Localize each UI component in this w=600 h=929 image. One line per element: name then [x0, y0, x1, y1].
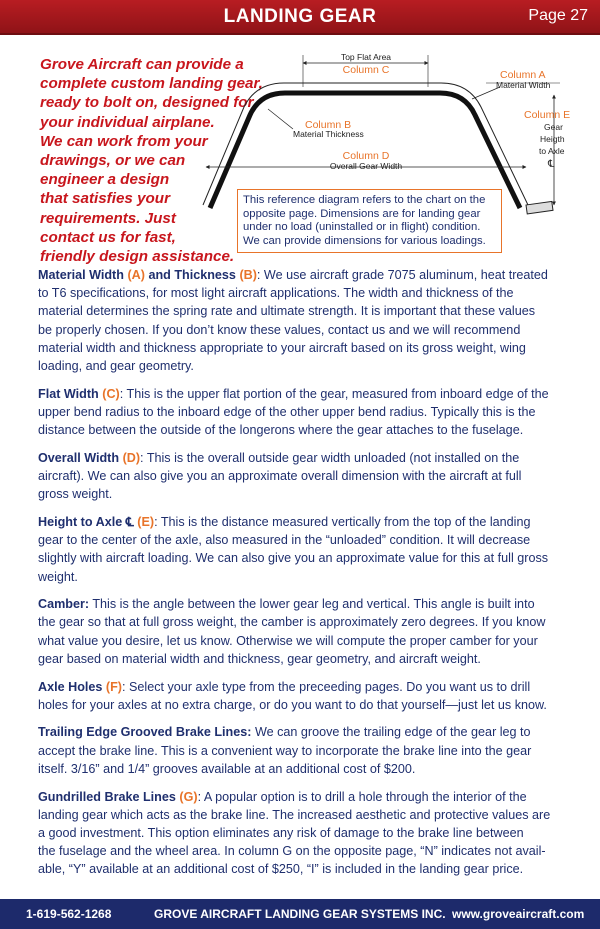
- section-text: able, “Y” available at an additional cost of $250, “I” is included in the landing gear price.: [38, 862, 524, 877]
- footer-phone: 1-619-562-1268: [26, 907, 112, 921]
- section-axle-holes: [38, 678, 568, 714]
- section-heading: Overall Width: [38, 450, 120, 465]
- overall-gear-width-label: Overall Gear Width: [329, 161, 403, 171]
- column-c-label: Column C: [342, 64, 390, 76]
- intro-line: ready to bolt on, designed for: [40, 94, 254, 112]
- section-text: gear to the center of the axle, also measured in the “unloaded” condition. It will decrease: [38, 533, 531, 548]
- note-line: We can provide dimensions for various loadings.: [243, 234, 486, 247]
- note-line: under no load (uninstalled or in flight) condition.: [243, 221, 481, 234]
- section-heading: Flat Width: [38, 386, 99, 401]
- section-text: aircraft). We can also give you an approximate overall dimension with the aircraft at full: [38, 469, 522, 484]
- footer-website: www.groveaircraft.com: [452, 907, 585, 921]
- section-text: material determines the spring rate and ultimate strength. It is important that these values: [38, 304, 536, 319]
- page-title: LANDING GEAR: [223, 6, 377, 27]
- section-text: : This is the distance measured vertically from the top of the landing: [154, 514, 531, 529]
- section-text: holes for your axles at no extra charge, or do you want to do that yourself—just let us know.: [38, 697, 547, 712]
- section-text: what value you desire, let us know. Otherwise we will compute the proper camber for your: [38, 633, 538, 648]
- spec-descriptions: [38, 266, 568, 888]
- section-text: accept the brake line. This is a convenient way to incorporate the brake line into the gear: [38, 743, 532, 758]
- column-d-label: Column D: [342, 150, 390, 162]
- section-overall-width: [38, 449, 568, 504]
- section-heading: Trailing Edge Grooved Brake Lines:: [38, 725, 252, 740]
- section-heading: Gundrilled Brake Lines: [38, 789, 176, 804]
- section-heading: Axle Holes: [38, 679, 103, 694]
- column-tag: (F): [105, 679, 122, 694]
- section-text: distance between the outside of the longerons where the gear attaches to the fuselage.: [38, 423, 524, 438]
- page-number: Page 27: [528, 7, 588, 24]
- intro-line: that satisfies your: [40, 190, 170, 208]
- note-line: opposite page. Dimensions are for landing gear: [243, 207, 481, 220]
- section-heading: Camber:: [38, 597, 90, 612]
- section-text: gross weight.: [38, 487, 113, 502]
- intro-line: engineer a design: [40, 171, 170, 189]
- section-heading: and Thickness: [148, 268, 236, 282]
- intro-line: drawings, or we can: [40, 152, 186, 170]
- column-e-label: Column E: [524, 109, 571, 121]
- section-flat-width: [38, 385, 568, 440]
- section-text: loading, and gear geometry.: [38, 359, 194, 374]
- axle-stub: [526, 201, 553, 214]
- intro-line: complete custom landing gear,: [40, 75, 263, 93]
- section-text: gear based on material width and thickness, gear geometry, and aircraft weight.: [38, 651, 481, 666]
- section-text: itself. 3/16” and 1/4” grooves available at an additional cost of $200.: [38, 761, 416, 776]
- footer-company: GROVE AIRCRAFT LANDING GEAR SYSTEMS INC.: [154, 907, 446, 921]
- section-text: : This is the overall outside gear width unloaded (not installed on the: [140, 450, 520, 465]
- note-line: This reference diagram refers to the chart on the: [243, 194, 486, 206]
- section-text: : We use aircraft grade 7075 aluminum, heat treated: [256, 268, 548, 282]
- section-grooved-brake-lines: [38, 723, 568, 778]
- column-b-label: Column B: [305, 119, 352, 131]
- section-text: weight.: [38, 569, 78, 584]
- section-material: [38, 266, 568, 375]
- diagram-note: [237, 189, 502, 253]
- material-thickness-label: Material Thickness: [293, 129, 364, 139]
- section-text: the fuselage and the wheel area. In column G on the opposite page, “N” indicates not avail-: [38, 844, 546, 859]
- column-tag: (E): [137, 514, 155, 529]
- section-text: be properly chosen. If you don’t know these values, contact us and we will recommend: [38, 322, 521, 337]
- section-heading: Material Width: [38, 268, 124, 282]
- column-tag: (B): [239, 268, 257, 282]
- section-text: This is the angle between the lower gear leg and vertical. This angle is built into: [89, 597, 535, 612]
- top-flat-area-label: Top Flat Area: [340, 52, 392, 62]
- section-text: landing gear which acts as the brake line. The increased aesthetic and protective values are: [38, 807, 551, 822]
- section-text: upper bend radius to the inboard edge of the other upper bend radius. Typically this is the: [38, 404, 536, 419]
- intro-line: contact us for fast,: [40, 228, 176, 246]
- section-text: the gear so that at full gross weight, the camber is approximately zero degrees. If you know: [38, 615, 546, 630]
- heigth-label: Heigth: [540, 134, 565, 144]
- section-text: We can groove the trailing edge of the gear leg to: [251, 725, 531, 740]
- column-tag: (C): [102, 386, 120, 401]
- section-text: : Select your axle type from the preceeding pages. Do you want us to drill: [122, 679, 531, 694]
- section-gundrilled-brake-lines: [38, 788, 568, 879]
- column-tag: (D): [122, 450, 141, 465]
- gear-outer-outline: [203, 83, 528, 205]
- section-text: material width and thickness appropriate to your aircraft based on its gross weight, wing: [38, 340, 526, 355]
- intro-line: friendly design assistance.: [40, 248, 235, 266]
- section-heading: Height to Axle ℄: [38, 514, 134, 529]
- intro-line: Grove Aircraft can provide a: [40, 56, 244, 73]
- gear-label: Gear: [544, 122, 563, 132]
- column-a-label: Column A: [500, 69, 546, 81]
- column-tag: (A): [127, 268, 145, 282]
- section-height-to-axle: [38, 513, 568, 586]
- to-axle-label: to Axle: [539, 146, 565, 156]
- intro-line: your individual airplane.: [40, 113, 215, 131]
- intro-line: requirements. Just: [40, 209, 176, 227]
- section-text: slightly with aircraft loading. We can also give you an approximate value for this at full gross: [38, 551, 549, 566]
- section-text: to T6 specifications, for most light aircraft applications. The width and thickness of the: [38, 286, 514, 301]
- section-camber: [38, 595, 568, 668]
- intro-line: We can work from your: [40, 132, 208, 150]
- section-text: a good investment. This option eliminates any risk of damage to the brake line between: [38, 825, 524, 840]
- section-text: : This is the upper flat portion of the gear, measured from inboard edge of the: [119, 386, 549, 401]
- section-text: : A popular option is to drill a hole through the interior of the: [197, 789, 527, 804]
- material-width-label: Material Width: [496, 80, 551, 90]
- centerline-symbol: ℄: [548, 159, 555, 170]
- column-tag: (G): [179, 789, 198, 804]
